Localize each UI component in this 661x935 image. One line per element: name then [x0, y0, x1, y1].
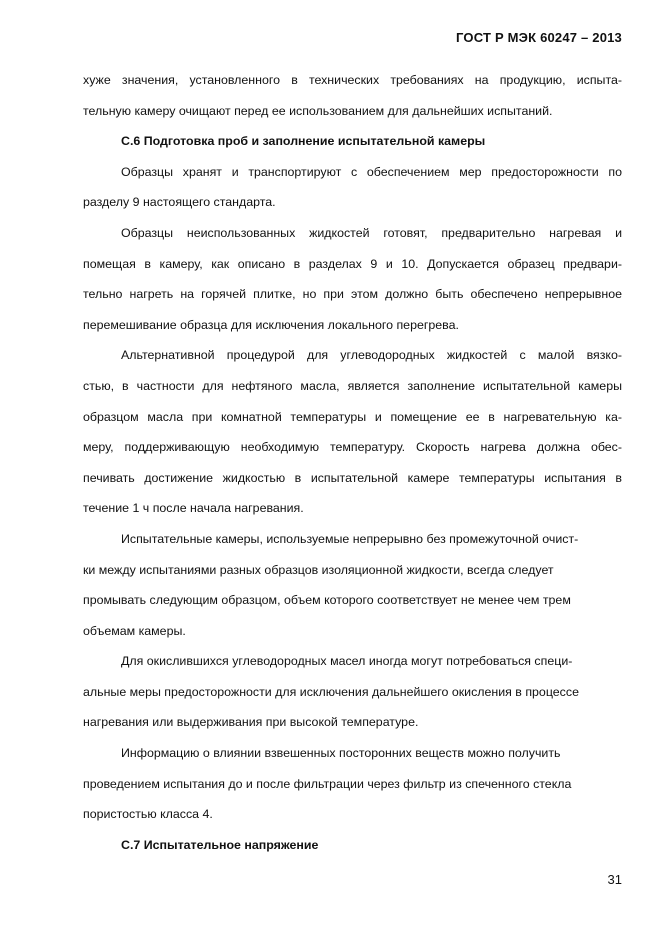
document-body	[83, 65, 622, 860]
text-line: альные меры предосторожности для исключения дальнейшего окисления в процессе	[83, 684, 579, 699]
page-number: 31	[607, 872, 622, 887]
text-line: объемам камеры.	[83, 623, 186, 638]
document-header: ГОСТ Р МЭК 60247 – 2013	[456, 30, 622, 45]
text-line: Испытательные камеры, используемые непрерывно без промежуточной очист-	[121, 531, 579, 546]
text-line: ки между испытаниями разных образцов изоляционной жидкости, всегда следует	[83, 562, 554, 577]
text-line: перемешивание образца для исключения локального перегрева.	[83, 317, 459, 332]
text-line: промывать следующим образцом, объем которого соответствует не менее чем трем	[83, 593, 571, 608]
text-line: хуже значения, установленного в технических требованиях на продукцию, испыта-	[83, 73, 622, 87]
text-line: Альтернативной процедурой для углеводородных жидкостей с малой вязко-	[121, 348, 622, 363]
text-line: тельно нагреть на горячей плитке, но при этом должно быть обеспечено непрерывное	[83, 287, 622, 302]
text-line: образцом масла при комнатной температуры и помещение ее в нагревательную ка-	[83, 409, 622, 424]
text-line: меру, поддерживающую необходимую температуру. Скорость нагрева должна обес-	[83, 440, 622, 455]
text-line: помещая в камеру, как описано в разделах 9 и 10. Допускается образец предвари-	[83, 256, 622, 271]
text-line: нагревания или выдерживания при высокой температуре.	[83, 715, 419, 730]
text-line: тельную камеру очищают перед ее использованием для дальнейших испытаний.	[83, 103, 553, 118]
text-line: Образцы хранят и транспортируют с обеспечением мер предосторожности по	[121, 164, 622, 179]
text-line: пористостью класса 4.	[83, 807, 213, 822]
section-heading: С.7 Испытательное напряжение	[121, 837, 319, 852]
text-line: Для окислившихся углеводородных масел иногда могут потребоваться специ-	[121, 654, 573, 669]
text-line: разделу 9 настоящего стандарта.	[83, 195, 276, 210]
text-line: стью, в частности для нефтяного масла, является заполнение испытательной камеры	[83, 378, 622, 393]
text-line: печивать достижение жидкостью в испытательной камере температуры испытания в	[83, 470, 622, 485]
text-line: течение 1 ч после начала нагревания.	[83, 501, 304, 516]
text-line: Информацию о влиянии взвешенных посторонних веществ можно получить	[121, 746, 561, 761]
text-line: проведением испытания до и после фильтрации через фильтр из спеченного стекла	[83, 776, 572, 791]
text-line: Образцы неиспользованных жидкостей готовят, предварительно нагревая и	[121, 225, 622, 240]
section-heading: С.6 Подготовка проб и заполнение испытательной камеры	[121, 134, 486, 149]
